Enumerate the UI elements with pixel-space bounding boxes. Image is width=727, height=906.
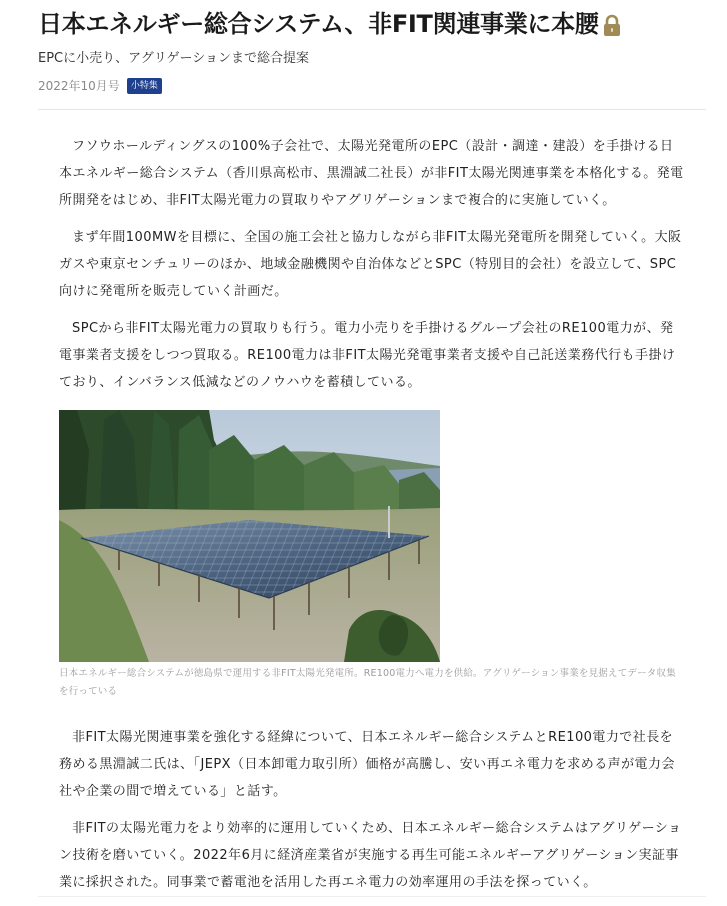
- article-meta: [38, 77, 708, 94]
- figure-caption: 日本エネルギー総合システムが徳島県で運用する非FIT太陽光発電所。RE100電力へ電力を供給。アグリゲーション事業を見据えてデータ収集を行っている: [59, 668, 676, 697]
- category-badge[interactable]: 小特集: [127, 78, 162, 94]
- article-subtitle: EPCに小売り、アグリゲーションまで総合提案: [38, 51, 309, 66]
- issue-date: 2022年10月号: [38, 79, 120, 93]
- bottom-divider: [38, 896, 706, 897]
- article-figure: [59, 410, 684, 701]
- article-title: 日本エネルギー総合システム、非FIT関連事業に本腰: [38, 10, 599, 38]
- paragraph: まず年間100MWを目標に、全国の施工会社と協力しながら非FIT太陽光発電所を開発していく。大阪ガスや東京センチュリーのほか、地域金融機関や自治体などとSPC（特別目的会社）を設立して、SPC向けに発電所を販売していく計画だ。: [59, 230, 682, 299]
- paragraph: 非FIT太陽光関連事業を強化する経緯について、日本エネルギー総合システムとRE100電力で社長を務める黒淵誠二氏は、「JEPX（日本卸電力取引所）価格が高騰し、安い再エネ電力を求める声が電力会社や企業の間で増えている」と話す。: [59, 730, 675, 799]
- article-header: [38, 0, 708, 94]
- header-divider: [38, 109, 706, 110]
- paragraph: SPCから非FIT太陽光電力の買取りも行う。電力小売りを手掛けるグループ会社のRE100電力が、発電事業者支援をしつつ買取る。RE100電力は非FIT太陽光発電事業者支援や自己託送業務代行も手掛けており、インバランス低減などのノウハウを蓄積している。: [59, 321, 676, 390]
- title-row: [38, 7, 708, 41]
- paragraph: 非FITの太陽光電力をより効率的に運用していくため、日本エネルギー総合システムはアグリゲーション技術を磨いていく。2022年6月に経済産業省が実施する再生可能エネルギーアグリゲーション実証事業に採択された。同事業で蓄電池を活用した再エネ電力の効率運用の手法を探っていく。: [59, 821, 682, 890]
- paragraph: フソウホールディングスの100%子会社で、太陽光発電所のEPC（設計・調達・建設）を手掛ける日本エネルギー総合システム（香川県高松市、黒淵誠二社長）が非FIT太陽光関連事業を本格化する。発電所開発をはじめ、非FIT太陽光電力の買取りやアグリゲーションまで複合的に実施していく。: [59, 139, 684, 208]
- article-continued: [59, 724, 684, 896]
- article-body: [59, 133, 684, 906]
- lock-icon: [601, 14, 623, 38]
- solar-plant-photo: [59, 410, 440, 662]
